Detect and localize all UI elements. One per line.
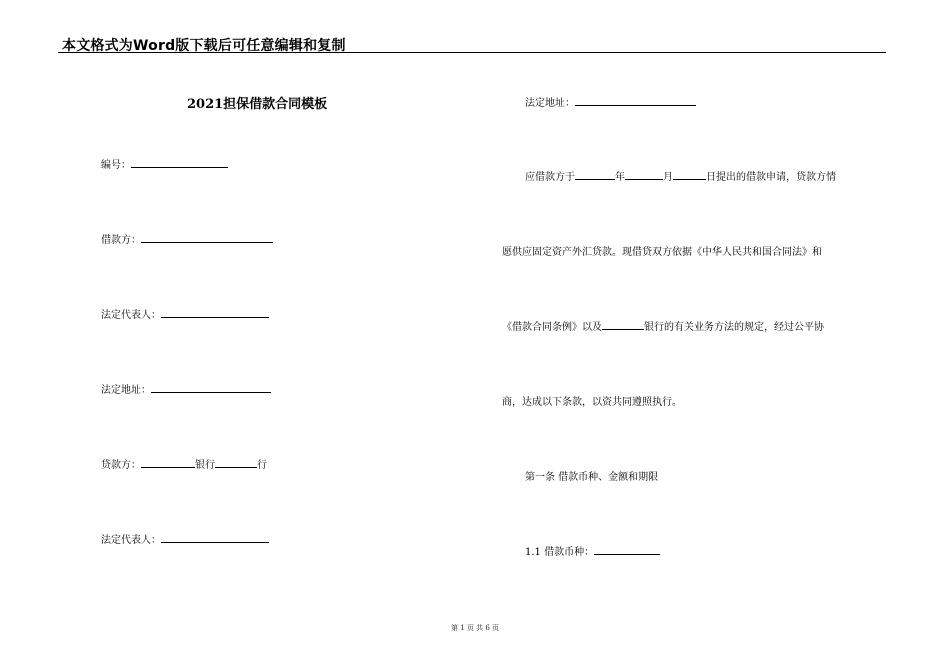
year-blank <box>575 171 615 180</box>
borrower-blank <box>141 234 273 243</box>
lender-bank-blank <box>141 459 195 468</box>
number-blank <box>131 159 228 168</box>
header-divider <box>58 52 886 53</box>
borrower-address-label: 法定地址： <box>101 385 151 396</box>
borrower-address-row <box>101 381 271 396</box>
lender-label: 贷款方： <box>101 460 141 471</box>
currency-label: 1.1 借款币种： <box>525 547 595 558</box>
document-banner: 本文格式为Word版下载后可任意编辑和复制 <box>62 38 346 54</box>
lender-branch-word: 行 <box>257 460 267 471</box>
document-title: 2021担保借款合同模板 <box>187 97 328 112</box>
lender-branch-blank <box>215 459 257 468</box>
borrower-label: 借款方： <box>101 235 141 246</box>
lender-bank-word: 银行 <box>195 460 215 471</box>
borrower-rep-blank <box>161 309 269 318</box>
paragraph-line-3 <box>502 318 824 333</box>
paragraph-line-2: 愿供应固定资产外汇贷款。现借贷双方依据《中华人民共和国合同法》和 <box>502 247 822 258</box>
borrower-row <box>101 231 273 246</box>
borrower-rep-label: 法定代表人： <box>101 310 161 321</box>
borrower-rep-row <box>101 306 269 321</box>
page-number: 第 1 页 共 6 页 <box>450 624 500 632</box>
number-label: 编号： <box>101 160 131 171</box>
currency-row <box>525 543 660 558</box>
lender-rep-row <box>101 531 269 546</box>
lender-row <box>101 456 267 471</box>
para-text: 《借款合同条例》以及 <box>502 322 602 333</box>
month-word: 月 <box>663 172 673 183</box>
para-text: 应借款方于 <box>525 172 575 183</box>
lender-address-row <box>525 94 696 109</box>
article-1-heading: 第一条 借款币种、金额和期限 <box>525 472 659 483</box>
year-word: 年 <box>615 172 625 183</box>
lender-rep-label: 法定代表人： <box>101 535 161 546</box>
lender-rep-blank <box>161 534 269 543</box>
borrower-address-blank <box>151 384 271 393</box>
paragraph-line-1 <box>525 168 836 183</box>
number-field-row <box>101 156 228 171</box>
lender-address-blank <box>575 97 696 106</box>
currency-blank <box>594 546 660 555</box>
month-blank <box>625 171 663 180</box>
day-blank <box>673 171 706 180</box>
para-text: 日提出的借款申请，贷款方情 <box>706 172 836 183</box>
lender-address-label: 法定地址： <box>525 98 575 109</box>
para-text: 银行的有关业务方法的规定，经过公平协 <box>644 322 824 333</box>
bank-name-blank <box>602 321 644 330</box>
paragraph-line-4: 商，达成以下条款，以资共同遵照执行。 <box>502 397 682 408</box>
